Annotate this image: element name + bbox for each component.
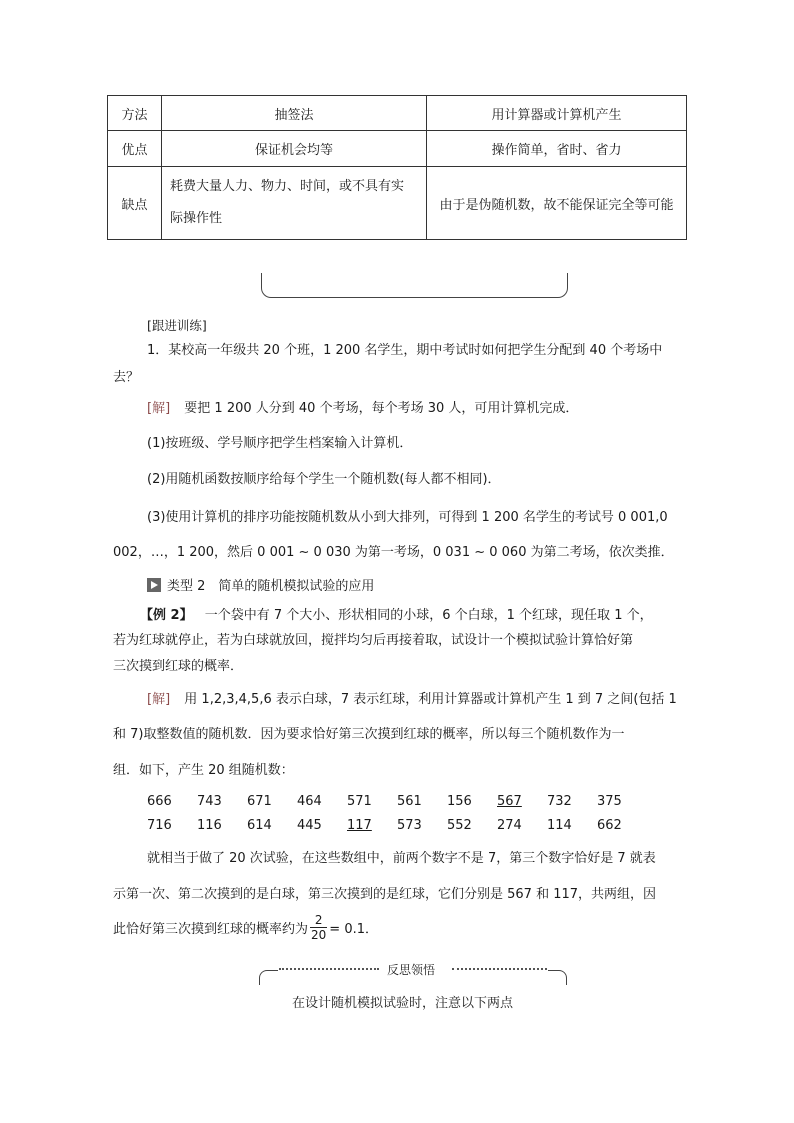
row-label-advantage: 优点	[108, 131, 162, 167]
table-header-method: 方法	[108, 96, 162, 131]
reflection-text: 在设计随机模拟试验时，注意以下两点	[292, 996, 514, 1011]
example2-line2: 若为红球就停止，若为白球就放回，搅拌均匀后再接着取，试设计一个模拟试验计算恰好第	[113, 633, 634, 648]
practice-step1: (1)按班级、学号顺序把学生档案输入计算机．	[147, 436, 413, 451]
reflection-right-curve	[548, 970, 567, 985]
random-numbers-row1	[147, 794, 647, 809]
example2-label: 【例 2】	[140, 608, 193, 623]
conclusion-line2: 示第一次、第二次摸到的是白球，第三次摸到的是红球，它们分别是 567 和 117，共两组，因	[113, 887, 657, 902]
solution-intro-text: 要把 1 200 人分到 40 个考场，每个考场 30 人，可用计算机完成．	[184, 401, 579, 416]
table-row-advantage	[108, 131, 687, 167]
comparison-table	[107, 95, 687, 240]
practice-tag: [跟进训练]	[147, 318, 207, 333]
conclusion-line3	[113, 913, 378, 942]
row-label-disadvantage: 缺点	[108, 167, 162, 240]
example2-solution-line2: 和 7)取整数值的随机数．因为要求恰好第三次摸到红球的概率，所以每三个随机数作为一	[113, 727, 625, 742]
practice-question-line1: 1．某校高一年级共 20 个班，1 200 名学生，期中考试时如何把学生分配到 40 个考场中	[147, 343, 663, 358]
random-number: 552	[447, 818, 472, 833]
random-number: 573	[397, 818, 422, 833]
example2-text1: 一个袋中有 7 个大小、形状相同的小球，6 个白球，1 个红球，现任取 1 个，	[204, 608, 653, 623]
play-triangle-icon	[147, 578, 161, 592]
bracket-divider	[261, 273, 568, 298]
reflection-right-dots	[452, 968, 547, 972]
fraction-numerator: 2	[310, 913, 327, 928]
random-number-underlined: 567	[497, 794, 522, 809]
random-number: 571	[347, 794, 372, 809]
table-header-lottery: 抽签法	[162, 96, 427, 131]
solution-label: [解]	[147, 401, 171, 416]
random-number: 156	[447, 794, 472, 809]
random-number: 445	[297, 818, 322, 833]
random-number: 464	[297, 794, 322, 809]
table-header-computer: 用计算器或计算机产生	[427, 96, 687, 131]
random-number: 671	[247, 794, 272, 809]
random-number: 732	[547, 794, 572, 809]
example2-line3: 三次摸到红球的概率．	[113, 659, 244, 674]
type2-title: 类型 2 简单的随机模拟试验的应用	[167, 579, 375, 594]
random-number: 614	[247, 818, 272, 833]
random-number: 375	[597, 794, 622, 809]
practice-step2: (2)用随机函数按顺序给每个学生一个随机数(每人都不相同)．	[147, 472, 501, 487]
reflection-left-dots	[279, 968, 379, 972]
practice-solution-intro	[147, 397, 578, 416]
conclusion-line1: 就相当于做了 20 次试验，在这些数组中，前两个数字不是 7，第三个数字恰好是 7 就表	[147, 851, 656, 866]
random-numbers-row2	[147, 818, 647, 833]
reflection-left-curve	[259, 970, 278, 985]
practice-question-line2: 去？	[113, 370, 140, 385]
reflection-title: 反思领悟	[387, 963, 436, 977]
random-number: 114	[547, 818, 572, 833]
practice-step3-line1: (3)使用计算机的排序功能按随机数从小到大排列，可得到 1 200 名学生的考试号 0 001,0	[147, 510, 668, 525]
random-number: 274	[497, 818, 522, 833]
example2-solution-line1	[147, 688, 677, 707]
example2-solution-line3: 组．如下，产生 20 组随机数：	[113, 763, 294, 778]
disadvantage-computer: 由于是伪随机数，故不能保证完全等可能	[427, 167, 687, 240]
table-row-disadvantage	[108, 167, 687, 240]
type2-heading	[147, 575, 374, 594]
disadvantage-lottery-line2: 际操作性	[170, 211, 223, 226]
fraction-denominator: 20	[311, 928, 327, 942]
reflection-header	[259, 963, 567, 979]
advantage-lottery: 保证机会均等	[162, 131, 427, 167]
random-number: 561	[397, 794, 422, 809]
probability-fraction	[310, 913, 327, 942]
disadvantage-lottery-line1: 耗费大量人力、物力、时间，或不具有实	[170, 179, 405, 194]
random-number: 716	[147, 818, 172, 833]
example2-line1	[140, 604, 653, 623]
random-number: 666	[147, 794, 172, 809]
advantage-computer: 操作简单，省时、省力	[427, 131, 687, 167]
example2-solution-label: [解]	[147, 692, 171, 707]
example2-solution-text1: 用 1,2,3,4,5,6 表示白球，7 表示红球，利用计算器或计算机产生 1 到 7 之间(包括 1	[184, 692, 677, 707]
table-header-row	[108, 96, 687, 131]
random-number: 662	[597, 818, 622, 833]
practice-step3-line2: 002，…，1 200，然后 0 001 ~ 0 030 为第一考场，0 031 ~ 0 060 为第二考场，依次类推．	[113, 545, 674, 560]
random-number: 743	[197, 794, 222, 809]
conclusion-line3-post: = 0.1．	[329, 922, 378, 937]
disadvantage-lottery	[162, 167, 427, 240]
random-number-underlined: 117	[347, 818, 372, 833]
conclusion-line3-pre: 此恰好第三次摸到红球的概率约为	[113, 922, 309, 937]
random-number: 116	[197, 818, 222, 833]
